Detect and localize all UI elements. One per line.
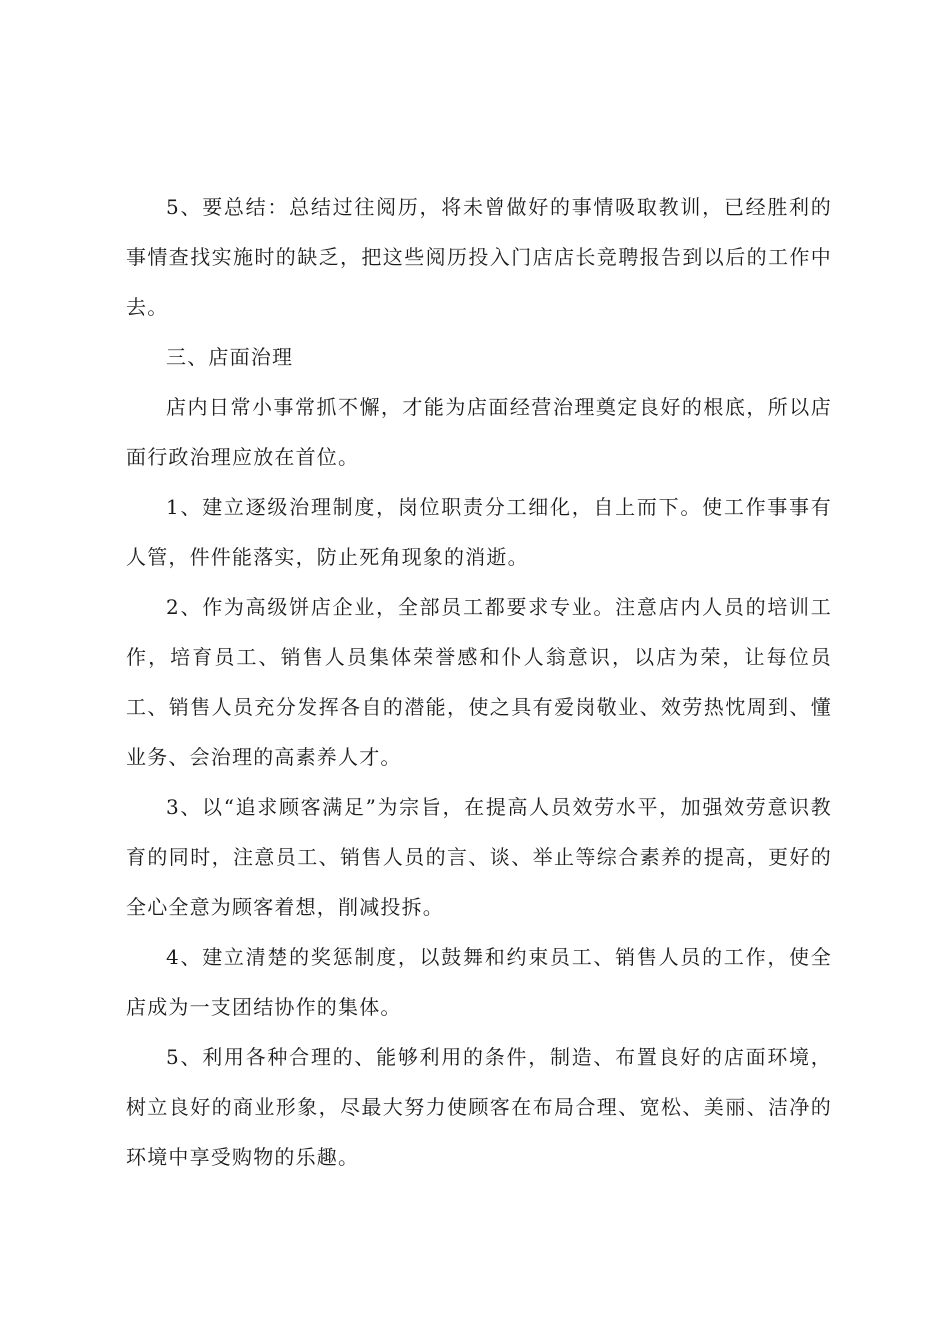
paragraph-management-point-3: 3、以“追求顾客满足”为宗旨，在提高人员效劳水平，加强效劳意识教育的同时，注意员工、销售人员的言、谈、举止等综合素养的提高，更好的全心全意为顾客着想，削减投拆。 [126,795,832,919]
paragraph-management-point-5: 5、利用各种合理的、能够利用的条件，制造、布置良好的店面环境，树立良好的商业形象，尽最大努力使顾客在布局合理、宽松、美丽、洁净的环境中享受购物的乐趣。 [126,1045,832,1169]
document-body [126,182,832,1182]
paragraph-store-intro: 店内日常小事常抓不懈，才能为店面经营治理奠定良好的根底，所以店面行政治理应放在首位。 [126,395,832,469]
paragraph-management-point-2: 2、作为高级饼店企业，全部员工都要求专业。注意店内人员的培训工作，培育员工、销售人员集体荣誉感和仆人翁意识，以店为荣，让每位员工、销售人员充分发挥各自的潜能，使之具有爱岗敬业、效劳热忱周到、懂业务、会治理的高素养人才。 [126,595,832,769]
paragraph-management-point-1: 1、建立逐级治理制度，岗位职责分工细化，自上而下。使工作事事有人管，件件能落实，防止死角现象的消逝。 [126,495,832,569]
paragraph-summary-point-5: 5、要总结：总结过往阅历，将未曾做好的事情吸取教训，已经胜利的事情查找实施时的缺乏，把这些阅历投入门店店长竞聘报告到以后的工作中去。 [126,195,832,319]
section-heading-store-management: 三、店面治理 [166,345,294,369]
paragraph-management-point-4: 4、建立清楚的奖惩制度，以鼓舞和约束员工、销售人员的工作，使全店成为一支团结协作的集体。 [126,945,832,1019]
